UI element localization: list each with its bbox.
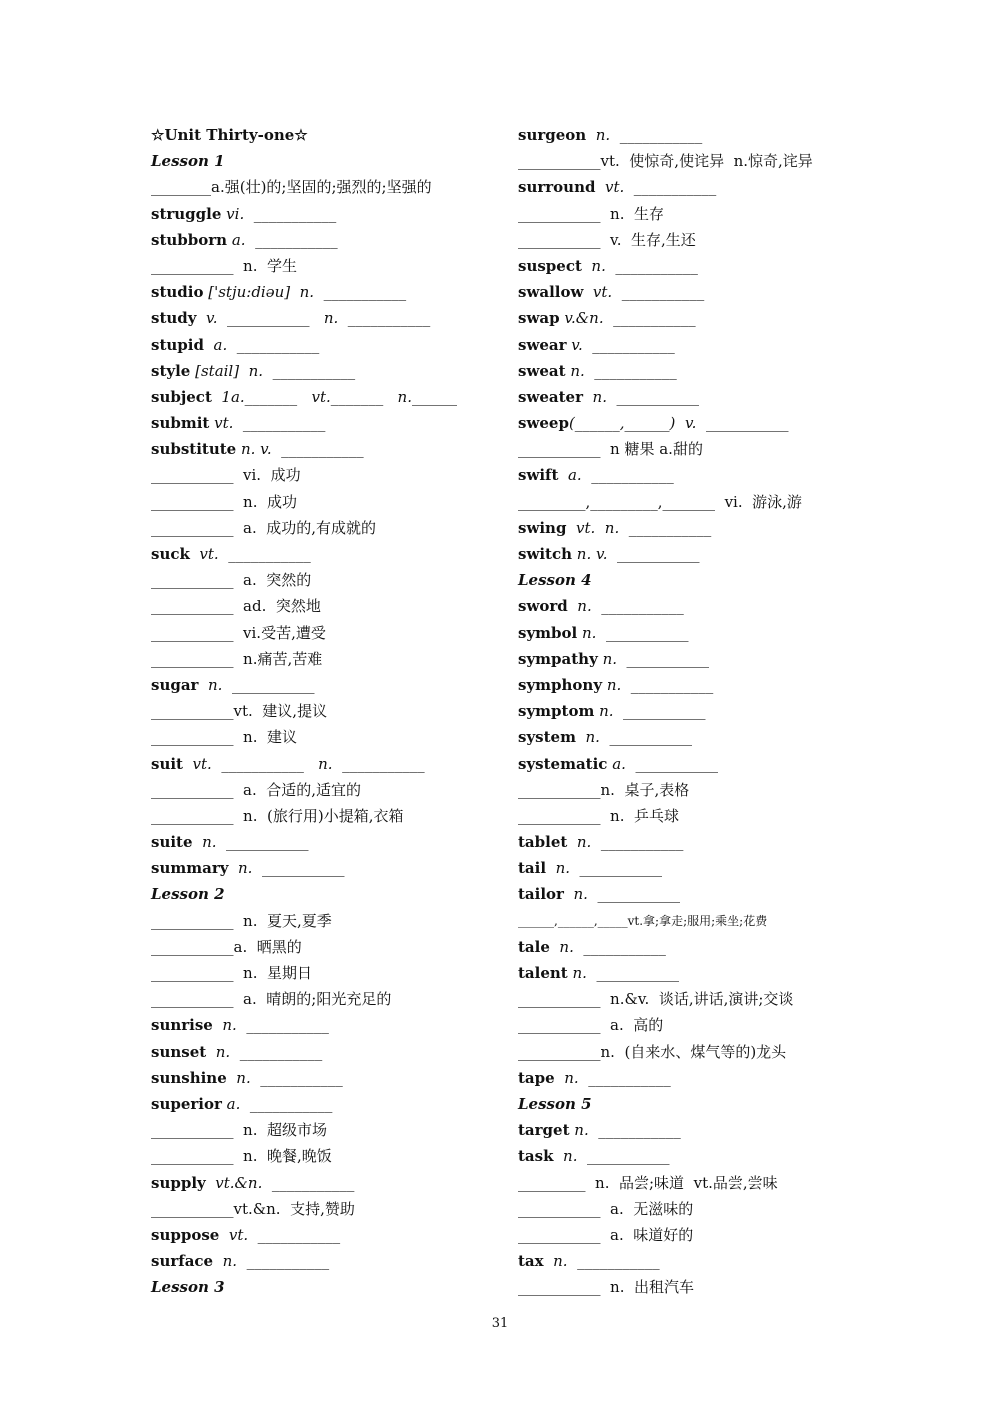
vocab-entry	[151, 279, 501, 305]
vocab-definition: ___________vt. 使惊奇,使诧异 n.惊奇,诧异	[518, 152, 813, 171]
vocab-definition: ___________n. (自来水、煤气等的)龙头	[518, 1042, 787, 1061]
vocab-entry	[518, 855, 863, 881]
vocab-word: sunshine	[151, 1068, 227, 1087]
vocab-blank: n. ___________	[581, 256, 698, 275]
vocab-word: sweat	[518, 361, 566, 380]
vocab-word: struggle	[151, 204, 222, 223]
vocab-definition: ___________ n. 建议	[151, 728, 298, 747]
vocab-word: sweep	[518, 414, 569, 433]
vocab-definition: ______,______,_____vt.拿;拿走;服用;乘坐;花费	[518, 913, 768, 928]
vocab-entry	[518, 253, 863, 279]
vocab-entry	[151, 436, 501, 462]
left-column	[151, 122, 501, 1300]
vocab-definition: ________a.强(壮)的;坚固的;强烈的;坚强的	[151, 178, 432, 197]
vocab-word: sympathy	[518, 649, 598, 668]
vocab-entry	[518, 332, 863, 358]
vocab-blank: vt. ___________	[189, 545, 311, 563]
vocab-word: system	[518, 728, 576, 747]
vocab-word: sunrise	[151, 1016, 213, 1035]
vocab-definition: ___________a. 晒黑的	[151, 937, 302, 956]
vocab-blank: a. ___________	[227, 230, 338, 249]
vocab-word: symptom	[518, 702, 595, 721]
vocab-definition: ___________ n. 晚餐,晚饭	[151, 1147, 332, 1166]
vocab-word: symbol	[518, 623, 578, 642]
vocab-word: supply	[151, 1173, 206, 1192]
vocab-entry	[151, 1039, 501, 1065]
vocab-definition: ___________ vi.受苦,遭受	[151, 623, 326, 642]
vocab-blank: ['stju:diəu] n. ___________	[203, 283, 407, 302]
vocab-definition: ___________ n. 星期日	[151, 964, 313, 982]
vocab-entry	[151, 672, 501, 698]
vocab-blank: n. ___________	[577, 623, 689, 642]
vocab-entry	[151, 751, 501, 777]
vocab-entry	[518, 960, 863, 986]
vocab-entry	[151, 384, 501, 410]
vocab-entry	[518, 305, 863, 331]
vocab-blank: vt. ___________	[219, 1225, 341, 1244]
vocab-blank: n. ___________	[226, 1068, 343, 1087]
vocab-entry	[518, 672, 863, 698]
vocab-entry	[151, 1091, 501, 1117]
vocab-word: talent	[518, 964, 568, 982]
vocab-blank: v. ___________	[566, 335, 675, 354]
vocab-blank: v.&n. ___________	[559, 309, 696, 328]
vocab-entry	[518, 593, 863, 619]
vocab-word: tape	[518, 1068, 555, 1087]
vocab-blank: n. ___________	[549, 937, 666, 956]
lesson-heading: Lesson 2	[151, 885, 225, 904]
vocab-blank: [stail] n. ___________	[190, 361, 356, 380]
vocab-entry	[518, 1248, 863, 1274]
vocab-word: swallow	[518, 283, 584, 302]
vocab-blank: (______,______) v. ___________	[568, 414, 789, 433]
vocab-blank: n. ___________	[554, 1068, 671, 1087]
vocab-definition: _________,_________,_______ vi. 游泳,游	[518, 492, 802, 511]
vocab-entry	[151, 1248, 501, 1274]
vocab-blank: n. ___________	[567, 964, 679, 982]
vocab-blank: vt. ___________	[595, 178, 717, 197]
vocab-blank: vt. n. ___________	[566, 518, 712, 537]
vocab-definition: ___________ a. 晴朗的;阳光充足的	[151, 990, 392, 1009]
vocab-entry	[518, 1143, 863, 1169]
vocab-word: suspect	[518, 256, 582, 275]
vocab-word: tailor	[518, 885, 564, 904]
vocab-definition: ___________vt. 建议,提议	[151, 702, 328, 721]
vocab-word: tax	[518, 1252, 544, 1271]
vocab-entry	[518, 410, 863, 436]
vocab-definition: ___________vt.&n. 支持,赞助	[151, 1199, 355, 1218]
vocab-entry	[151, 541, 501, 567]
vocab-entry	[151, 1012, 501, 1038]
vocab-word: suite	[151, 833, 193, 852]
vocab-word: subject	[151, 387, 212, 406]
vocab-entry	[518, 279, 863, 305]
vocab-entry	[151, 227, 501, 253]
vocab-blank: n. ___________	[198, 675, 315, 694]
vocab-word: superior	[151, 1094, 222, 1113]
vocab-word: target	[518, 1121, 570, 1140]
vocab-definition: ___________ a. 突然的	[151, 571, 312, 590]
vocab-definition: ___________ ad. 突然地	[151, 597, 321, 616]
vocab-blank: vt. ___________	[209, 414, 326, 433]
vocab-word: study	[151, 309, 197, 328]
vocab-blank: vt. ___________	[583, 283, 705, 302]
vocab-word: systematic	[518, 754, 608, 773]
vocab-blank: a. ___________	[558, 466, 674, 485]
vocab-blank: n. ___________	[583, 387, 700, 406]
vocab-word: style	[151, 361, 191, 380]
vocab-definition: ___________ a. 高的	[518, 1016, 664, 1035]
vocab-definition: ___________ a. 味道好的	[518, 1225, 694, 1244]
lesson-heading: Lesson 1	[151, 152, 225, 171]
vocab-definition: ___________ n. 学生	[151, 256, 298, 275]
vocab-entry	[151, 358, 501, 384]
vocab-entry	[518, 620, 863, 646]
vocab-word: switch	[518, 545, 573, 563]
vocab-definition: ___________ n. 成功	[151, 492, 298, 511]
vocab-blank: n. ___________	[597, 649, 710, 668]
vocab-blank: n. ___________	[206, 1042, 323, 1061]
vocab-word: studio	[151, 283, 204, 302]
vocab-entry	[518, 1117, 863, 1143]
vocab-entry	[151, 201, 501, 227]
vocab-word: submit	[151, 414, 210, 433]
vocab-blank: n. ___________	[594, 702, 706, 721]
vocab-word: symphony	[518, 675, 603, 694]
vocab-blank: n. ___________	[569, 1121, 681, 1140]
vocab-word: substitute	[151, 440, 237, 459]
vocab-entry	[518, 122, 863, 148]
vocab-definition: _________ n. 品尝;味道 vt.品尝,尝味	[518, 1173, 778, 1192]
vocab-word: tail	[518, 859, 547, 878]
vocab-blank: n. ___________	[565, 361, 677, 380]
vocab-word: summary	[151, 859, 229, 878]
vocab-blank: vi. ___________	[221, 204, 337, 223]
vocab-word: surround	[518, 178, 596, 197]
vocab-definition: ___________ n.&v. 谈话,讲话,演讲;交谈	[518, 990, 794, 1009]
vocab-entry	[518, 881, 863, 907]
vocab-entry	[518, 462, 863, 488]
lesson-heading: Lesson 4	[518, 571, 592, 590]
page-number: 31	[491, 1316, 509, 1331]
vocab-entry	[518, 646, 863, 672]
vocab-blank: n. ___________	[567, 833, 684, 852]
vocab-blank: v. ___________ n. ___________	[196, 309, 431, 328]
vocab-entry	[518, 829, 863, 855]
vocab-definition: ___________ n. (旅行用)小提箱,衣箱	[151, 806, 404, 825]
vocab-entry	[518, 174, 863, 200]
vocab-word: stupid	[151, 335, 204, 354]
vocab-entry	[518, 515, 863, 541]
vocab-definition: ___________ n. 出租汽车	[518, 1278, 695, 1297]
vocab-word: sunset	[151, 1042, 207, 1061]
vocab-definition: ___________ n 糖果 a.甜的	[518, 440, 703, 459]
vocab-blank: n. ___________	[575, 728, 692, 747]
vocab-word: swap	[518, 309, 560, 328]
vocab-entry	[151, 1170, 501, 1196]
vocab-word: suppose	[151, 1225, 220, 1244]
vocab-blank: n. ___________	[546, 859, 663, 878]
vocab-entry	[151, 332, 501, 358]
right-column	[518, 122, 863, 1300]
vocab-blank: n. ___________	[228, 859, 345, 878]
vocab-entry	[151, 829, 501, 855]
vocab-word: surface	[151, 1252, 214, 1271]
vocab-blank: n. v. ___________	[572, 545, 700, 563]
vocab-blank: a. ___________	[203, 335, 320, 354]
vocab-entry	[518, 358, 863, 384]
vocab-entry	[518, 384, 863, 410]
vocab-word: tablet	[518, 833, 568, 852]
vocab-definition: ___________ n. 生存	[518, 204, 665, 223]
vocab-word: task	[518, 1147, 554, 1166]
vocab-blank: n. ___________	[213, 1252, 330, 1271]
vocab-blank: n. ___________	[212, 1016, 329, 1035]
vocab-word: sugar	[151, 675, 199, 694]
vocab-definition: ___________n. 桌子,表格	[518, 780, 690, 799]
vocab-word: suit	[151, 754, 183, 773]
vocab-definition: ___________ n.痛苦,苦难	[151, 649, 323, 668]
vocab-entry	[518, 724, 863, 750]
vocab-definition: ___________ a. 合适的,适宜的	[151, 780, 362, 799]
vocab-definition: ___________ n. 乒乓球	[518, 806, 680, 825]
vocab-word: stubborn	[151, 230, 228, 249]
vocab-blank: n. ___________	[567, 597, 684, 616]
vocab-word: swift	[518, 466, 559, 485]
vocab-entry	[518, 751, 863, 777]
lesson-heading: Lesson 5	[518, 1094, 592, 1113]
vocab-blank: n. ___________	[563, 885, 680, 904]
vocab-word: sweater	[518, 387, 583, 406]
vocab-blank: n. ___________	[192, 833, 309, 852]
vocab-entry	[518, 934, 863, 960]
vocab-word: suck	[151, 545, 190, 563]
vocab-word: swing	[518, 518, 567, 537]
vocab-entry	[151, 410, 501, 436]
vocab-entry	[518, 698, 863, 724]
vocab-definition: ___________ a. 无滋味的	[518, 1199, 694, 1218]
vocab-blank: n. v. ___________	[236, 440, 364, 459]
vocab-definition: ___________ n. 夏天,夏季	[151, 911, 332, 930]
vocab-entry	[151, 855, 501, 881]
vocab-blank: vt. ___________ n. ___________	[182, 754, 425, 773]
vocab-entry	[518, 1065, 863, 1091]
vocab-word: surgeon	[518, 126, 587, 144]
vocab-blank: 1a._______ vt._______ n.______	[211, 387, 457, 406]
vocab-definition: ___________ vi. 成功	[151, 466, 301, 485]
vocab-definition: ___________ n. 超级市场	[151, 1121, 328, 1140]
vocab-entry	[518, 541, 863, 567]
vocab-blank: vt.&n. ___________	[205, 1173, 355, 1192]
vocab-definition: ___________ a. 成功的,有成就的	[151, 518, 377, 537]
vocab-word: swear	[518, 335, 567, 354]
vocab-blank: n. ___________	[586, 126, 703, 144]
unit-title: ☆Unit Thirty-one☆	[151, 126, 308, 144]
lesson-heading: Lesson 3	[151, 1278, 225, 1297]
vocab-blank: a. ___________	[607, 754, 718, 773]
vocab-blank: a. ___________	[221, 1094, 333, 1113]
vocab-blank: n. ___________	[602, 675, 714, 694]
vocab-definition: ___________ v. 生存,生还	[518, 230, 696, 249]
vocab-entry	[151, 305, 501, 331]
vocab-word: sword	[518, 597, 568, 616]
vocab-blank: n. ___________	[543, 1252, 660, 1271]
vocab-word: tale	[518, 937, 550, 956]
vocab-entry	[151, 1065, 501, 1091]
vocab-entry	[151, 1222, 501, 1248]
vocab-blank: n. ___________	[553, 1147, 670, 1166]
